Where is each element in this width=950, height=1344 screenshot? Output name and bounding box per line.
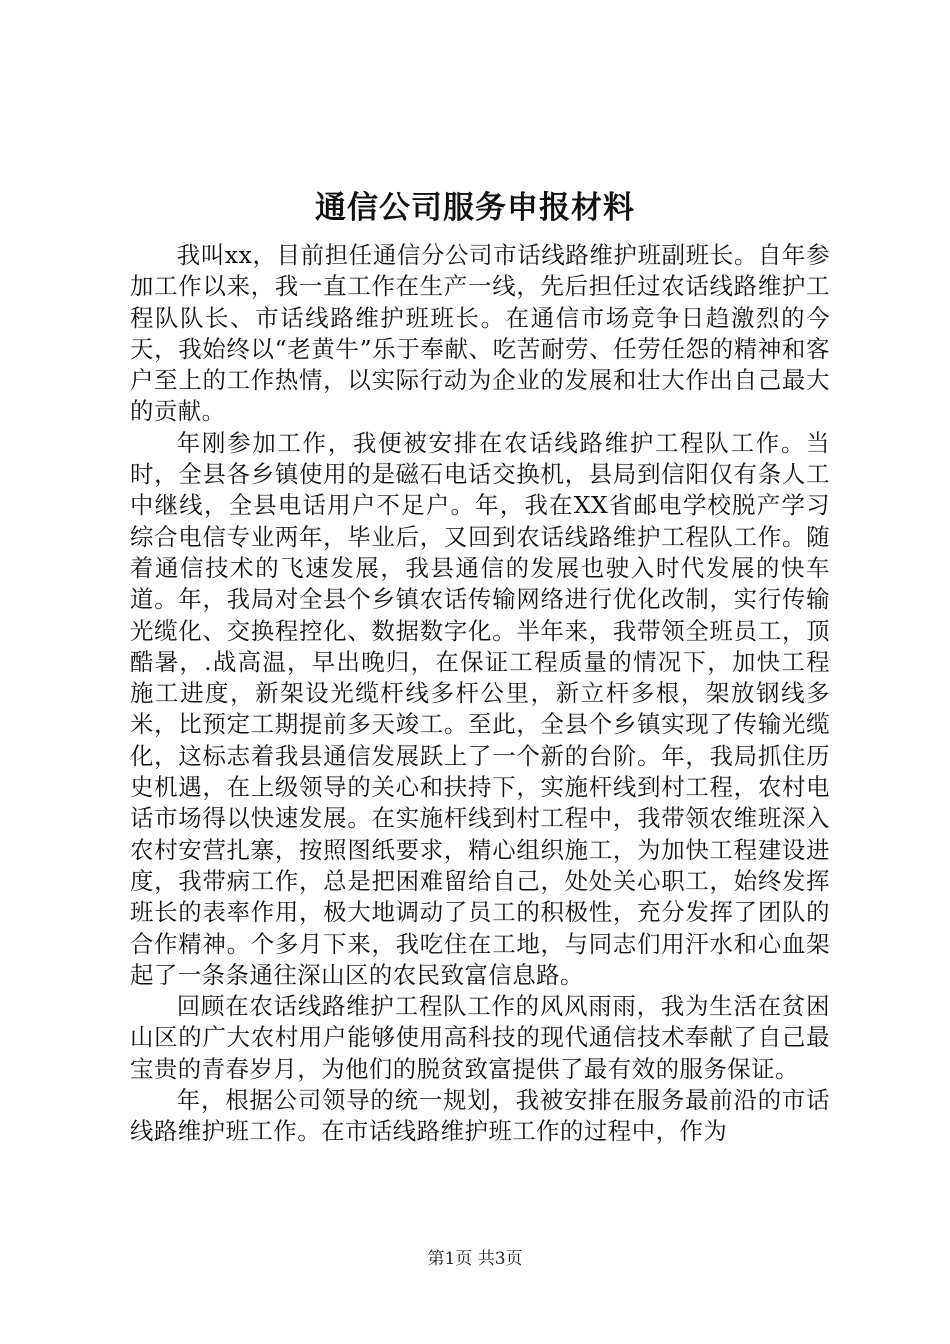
paragraph-2: 年刚参加工作，我便被安排在农话线路维护工程队工作。当时，全县各乡镇使用的是磁石电话交换机，县局到信阳仅有条人工中继线，全县电话用户不足户。年，我在XX省邮电学校脱产学习综合电信专业两年，毕业后，又回到农话线路维护工程队工作。随着通信技术的飞速发展，我县通信的发展也驶入时代发展的快车道。年，我局对全县个乡镇农话传输网络进行优化改制，实行传输光缆化、交换程控化、数据数字化。半年来，我带领全班员工，顶酷暑，.战高温，早出晚归，在保证工程质量的情况下，加快工程施工进度，新架设光缆杆线多杆公里，新立杆多根，架放钢线多米，比预定工期提前多天竣工。至此，全县个乡镇实现了传输光缆化，这标志着我县通信发展跃上了一个新的台阶。年，我局抓住历史机遇，在上级领导的关心和扶持下，实施杆线到村工程，农村电话市场得以快速发展。在实施杆线到村工程中，我带领农维班深入农村安营扎寨，按照图纸要求，精心组织施工，为加快工程建设进度，我带病工作，总是把困难留给自己，处处关心职工，始终发挥班长的表率作用，极大地调动了员工的积极性，充分发挥了团队的合作精神。个多月下来，我吃住在工地，与同志们用汗水和心血架起了一条条通往深山区的农民致富信息路。 <box>130 428 830 989</box>
page-footer: 第1页 共3页 <box>427 1249 523 1269</box>
paragraph-1: 我叫xx，目前担任通信分公司市话线路维护班副班长。自年参加工作以来，我一直工作在生产一线，先后担任过农话线路维护工程队队长、市话线路维护班班长。在通信市场竞争日趋激烈的今天，我始终以“老黄牛”乐于奉献、吃苦耐劳、任劳任怨的精神和客户至上的工作热情，以实际行动为企业的发展和壮大作出自己最大的贡献。 <box>130 241 830 426</box>
paragraph-4: 年，根据公司领导的统一规划，我被安排在服务最前沿的市话线路维护班工作。在市话线路维护班工作的过程中，作为 <box>130 1086 830 1146</box>
paragraph-3: 回顾在农话线路维护工程队工作的风风雨雨，我为生活在贫困山区的广大农村用户能够使用高科技的现代通信技术奉献了自己最宝贵的青春岁月，为他们的脱贫致富提供了最有效的服务保证。 <box>130 992 830 1083</box>
document-title: 通信公司服务申报材料 <box>315 190 635 226</box>
document-body <box>130 240 830 1148</box>
